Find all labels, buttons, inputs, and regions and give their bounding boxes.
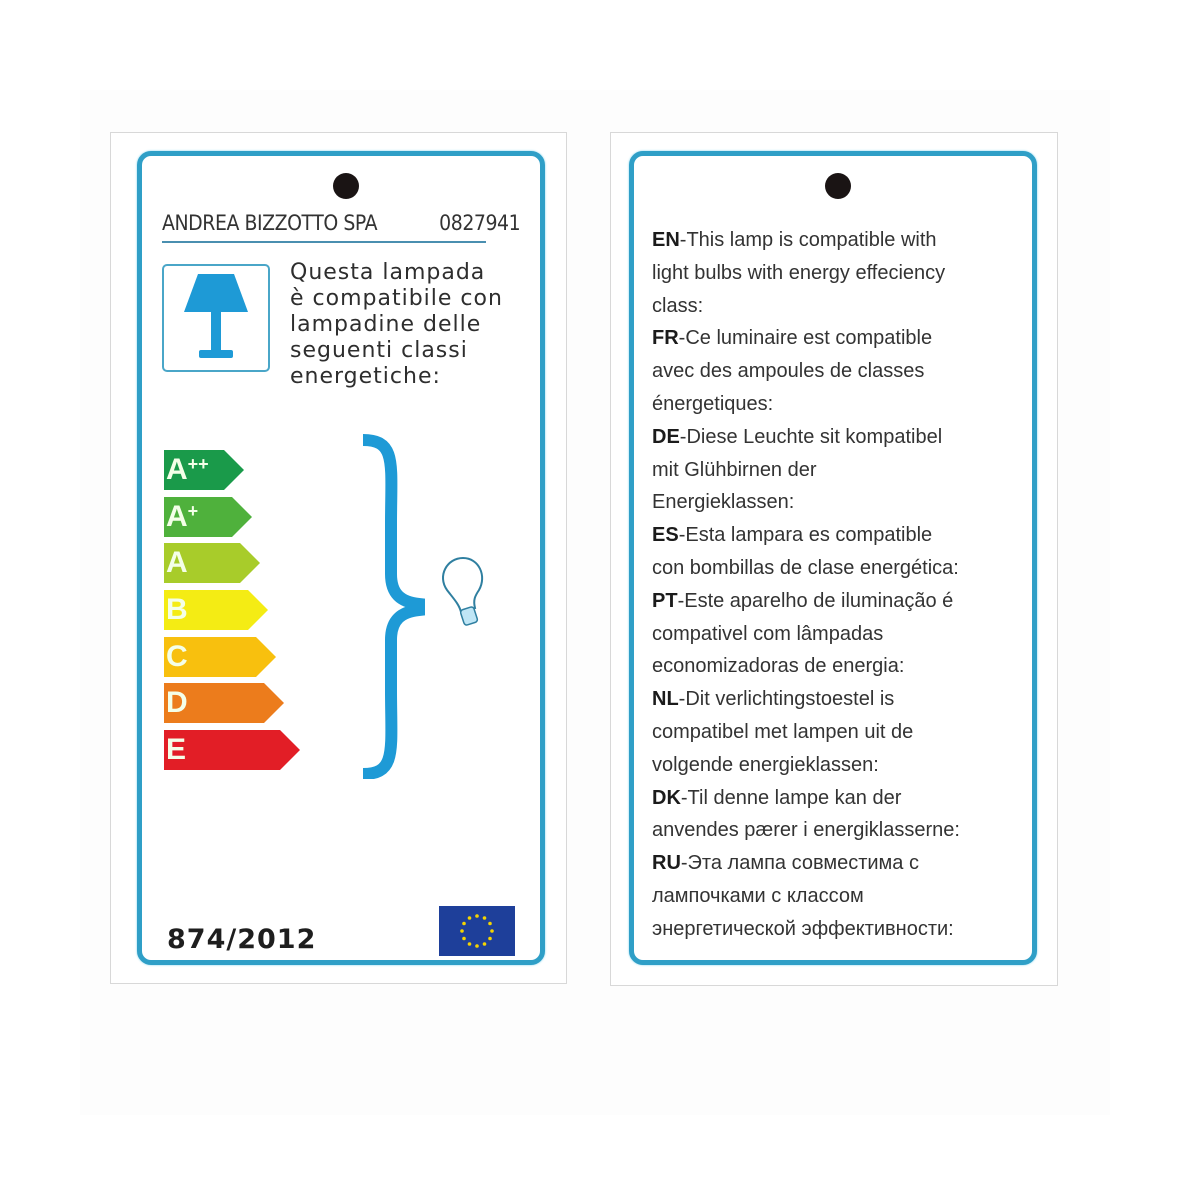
translation-line: light bulbs with energy effeciency <box>652 261 946 284</box>
translation-line: EN-This lamp is compatible with <box>652 229 937 251</box>
energy-class-label: B <box>166 593 188 627</box>
language-code: PT <box>652 589 678 612</box>
translation-line: энергетической эффективности: <box>652 917 954 940</box>
eu-flag-icon <box>439 906 515 956</box>
energy-class-label: C <box>166 639 188 673</box>
translation-line: PT-Este aparelho de iluminação é <box>652 589 954 612</box>
language-code: DK <box>652 786 681 809</box>
translation-line: con bombillas de clase energética: <box>652 556 959 579</box>
regulation-number: 874/2012 <box>167 924 317 955</box>
table-lamp-icon <box>162 264 270 372</box>
tag-frame <box>137 151 545 965</box>
translation-line: DK-Til denne lampe kan der <box>652 786 902 809</box>
intro-text <box>290 260 530 390</box>
translation-line: ES-Esta lampara es compatible <box>652 524 933 547</box>
translation-line: DE-Diese Leuchte sit kompatibel <box>652 425 943 448</box>
hang-hole <box>825 173 851 199</box>
translations <box>652 224 1024 946</box>
translation-line: volgende energieklassen: <box>652 753 879 776</box>
energy-class-label: A <box>166 546 188 580</box>
multilingual-text-tag <box>610 132 1058 986</box>
language-code: FR <box>652 327 679 350</box>
language-code: DE <box>652 425 680 448</box>
translation-line: FR-Ce luminaire est compatible <box>652 327 933 350</box>
language-code: NL <box>652 688 679 711</box>
translation-line: economizadoras de energia: <box>652 655 905 678</box>
translation-line: avec des ampoules de classes <box>652 360 925 383</box>
energy-class-label: A++ <box>166 453 209 486</box>
language-code: RU <box>652 852 681 875</box>
intro-line: Questa lampada <box>290 260 486 285</box>
energy-class-label: E <box>166 733 187 767</box>
translation-line: RU-Эта лампа совместима с <box>652 852 919 875</box>
translation-line: mit Glühbirnen der <box>652 458 817 481</box>
energy-class-label: A+ <box>166 499 199 533</box>
translation-line: class: <box>652 294 704 317</box>
translation-line: Energieklassen: <box>652 491 795 514</box>
hang-hole <box>333 173 359 199</box>
intro-line: è compatibile con <box>290 286 503 311</box>
energy-class-label: D <box>166 686 188 720</box>
curly-brace-icon <box>357 434 427 784</box>
translation-line: énergetiques: <box>652 392 774 415</box>
tag-frame <box>629 151 1037 965</box>
intro-line: seguenti classi <box>290 338 468 363</box>
energy-label-tag-italian <box>110 132 567 984</box>
light-bulb-icon <box>439 556 489 633</box>
intro-line: lampadine delle <box>290 312 482 337</box>
translation-line: anvendes pærer i energiklasserne: <box>652 819 960 842</box>
translation-line: лампочками с классом <box>652 884 864 907</box>
translation-line: compativel com lâmpadas <box>652 622 884 645</box>
intro-line: energetiche: <box>290 364 441 389</box>
brand-line <box>162 211 521 243</box>
brand-name: ANDREA BIZZOTTO SPA <box>162 211 378 235</box>
product-code: 0827941 <box>439 211 521 235</box>
translation-line: NL-Dit verlichtingstoestel is <box>652 688 895 711</box>
language-code: EN <box>652 229 680 251</box>
language-code: ES <box>652 524 679 547</box>
translation-line: compatibel met lampen uit de <box>652 720 914 743</box>
